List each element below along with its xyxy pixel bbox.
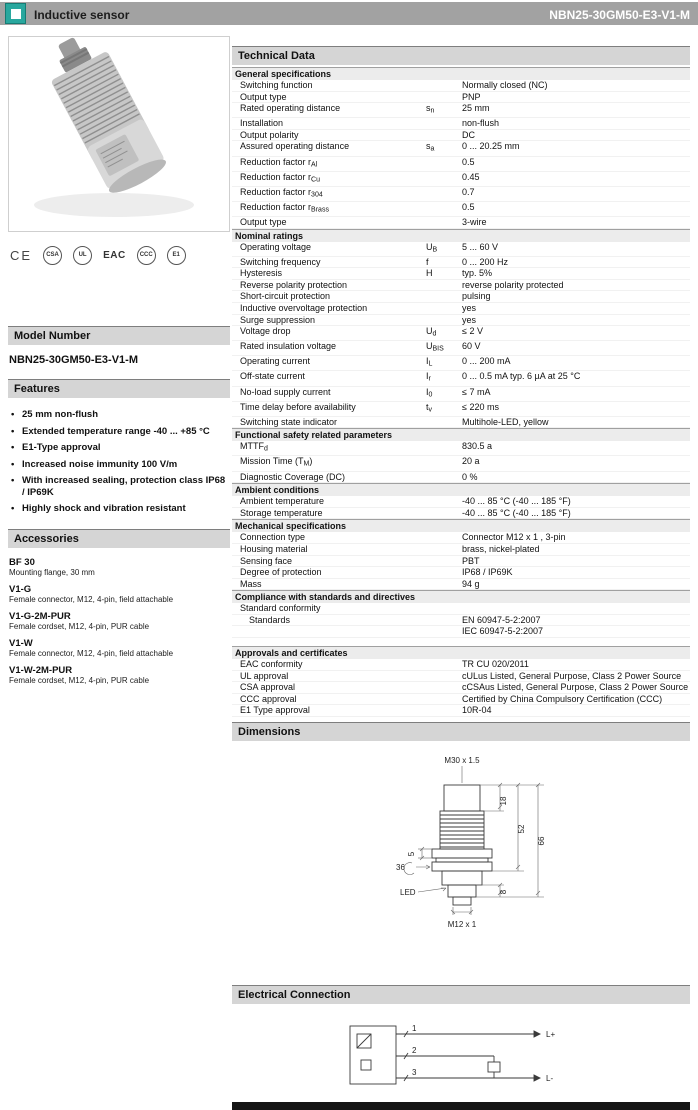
accessories-list xyxy=(8,557,230,686)
spec-row xyxy=(232,456,690,471)
spec-value: cCSAus Listed, General Purpose, Class 2 Power Source xyxy=(462,682,689,693)
accessory-item xyxy=(9,611,230,632)
spec-value: IP68 / IP69K xyxy=(462,567,513,578)
spec-value: brass, nickel-plated xyxy=(462,543,540,554)
spec-value: 0 ... 0.5 mA typ. 6 µA at 25 °C xyxy=(462,371,581,382)
spec-symbol xyxy=(426,202,462,216)
l-plus-label: L+ xyxy=(546,1030,556,1040)
spec-section-title: Compliance with standards and directives xyxy=(232,590,690,603)
spec-symbol xyxy=(426,441,462,455)
spec-value: cULus Listed, General Purpose, Class 2 Power Source xyxy=(462,670,682,681)
accessory-name: V1-G-2M-PUR xyxy=(9,610,71,622)
feature-item: • 25 mm non-flush xyxy=(9,409,230,421)
spec-value: 0 ... 200 mA xyxy=(462,356,511,367)
spec-label: Rated insulation voltage xyxy=(240,341,337,352)
e1-mark-icon: E1 xyxy=(167,246,186,265)
spec-value: Multihole-LED, yellow xyxy=(462,416,549,427)
spec-row xyxy=(232,157,690,172)
electrical-connection-diagram xyxy=(232,1004,690,1100)
dim-label-66: 66 xyxy=(537,836,546,846)
spec-symbol xyxy=(426,291,462,302)
spec-label: EAC conformity xyxy=(240,659,303,670)
spec-row xyxy=(232,130,690,142)
page-header-bar xyxy=(0,2,698,25)
spec-symbol xyxy=(426,508,462,519)
accessory-description: Female connector, M12, 4-pin, field attachable xyxy=(9,648,174,658)
spec-value: non-flush xyxy=(462,118,500,129)
spec-label xyxy=(240,626,426,637)
l-minus-label: L- xyxy=(546,1074,554,1084)
spec-value: 830.5 a xyxy=(462,441,493,452)
spec-symbol xyxy=(426,496,462,507)
dim-label-m12: M12 x 1 xyxy=(447,920,477,930)
left-column xyxy=(8,36,230,692)
spec-row xyxy=(232,172,690,187)
spec-row xyxy=(232,402,690,417)
spec-label: Switching frequency xyxy=(240,256,321,267)
spec-symbol xyxy=(426,280,462,291)
dim-label-led: LED xyxy=(400,888,416,898)
spec-label: Surge suppression xyxy=(240,314,316,325)
accessory-item xyxy=(9,665,230,686)
spec-label: Reduction factor $r_{Al}$ xyxy=(240,156,318,169)
spec-row xyxy=(232,92,690,104)
spec-label: Ambient temperature xyxy=(240,496,325,507)
spec-row xyxy=(232,80,690,92)
accessory-item xyxy=(9,584,230,605)
spec-row xyxy=(232,341,690,356)
feature-item: • Extended temperature range -40 ... +85 °C xyxy=(9,426,230,438)
spec-label: Assured operating distance xyxy=(240,141,350,152)
spec-label: Storage temperature xyxy=(240,507,323,518)
spec-label: $MTTF_d$ xyxy=(240,441,268,453)
spec-value: EN 60947-5-2:2007 xyxy=(462,614,541,625)
spec-row xyxy=(232,603,690,615)
spec-label: Off-state current xyxy=(240,371,305,382)
spec-value: PNP xyxy=(462,91,481,102)
spec-value: yes xyxy=(462,303,477,313)
spec-label: No-load supply current xyxy=(240,386,331,397)
spec-symbol: $t_v$ xyxy=(426,401,433,414)
spec-value: -40 ... 85 °C (-40 ... 185 °F) xyxy=(462,507,571,518)
spec-row xyxy=(232,217,690,229)
spec-value: 3-wire xyxy=(462,216,487,227)
spec-row xyxy=(232,187,690,202)
spec-value: Normally closed (NC) xyxy=(462,80,548,90)
spec-label: Installation xyxy=(240,118,284,129)
spec-value: 94 g xyxy=(462,578,480,589)
spec-symbol xyxy=(426,659,462,670)
spec-label: Reverse polarity protection xyxy=(240,279,348,290)
spec-symbol: $U_B$ xyxy=(426,241,438,254)
spec-symbol xyxy=(426,456,462,470)
spec-section-title: Mechanical specifications xyxy=(232,519,690,532)
spec-value: Certified by China Compulsory Certification (CCC) xyxy=(462,693,663,704)
features-list xyxy=(8,409,230,515)
accessories-heading: Accessories xyxy=(8,529,230,548)
spec-value: ≤ 2 V xyxy=(462,326,483,337)
technical-data-table xyxy=(232,67,690,717)
accessory-name: V1-G xyxy=(9,583,32,595)
spec-label: Standards xyxy=(249,614,291,625)
spec-symbol xyxy=(426,118,462,129)
dimensions-drawing xyxy=(232,741,690,985)
spec-row xyxy=(232,202,690,217)
spec-symbol xyxy=(426,544,462,555)
footer-rule xyxy=(232,1102,690,1110)
spec-symbol xyxy=(426,315,462,326)
spec-row xyxy=(232,626,690,638)
spec-value xyxy=(462,603,690,614)
spec-symbol: $U_d$ xyxy=(426,326,437,338)
spec-row xyxy=(232,141,690,156)
spec-label: Operating current xyxy=(240,356,311,367)
spec-label: Switching state indicator xyxy=(240,416,338,427)
spec-label: Voltage drop xyxy=(240,326,291,337)
spec-value: Connector M12 x 1 , 3-pin xyxy=(462,532,566,543)
spec-value: 0.5 xyxy=(462,156,475,167)
spec-row xyxy=(232,268,690,280)
spec-symbol xyxy=(426,157,462,171)
spec-symbol xyxy=(426,472,462,483)
spec-symbol xyxy=(426,92,462,103)
csa-mark-icon: CSA xyxy=(43,246,62,265)
spec-label: Connection type xyxy=(240,532,306,543)
spec-value: ≤ 7 mA xyxy=(462,386,491,397)
eac-mark-icon: EAC xyxy=(103,249,126,261)
spec-label: Degree of protection xyxy=(240,567,322,578)
spec-value: DC xyxy=(462,129,475,140)
pin1-label: 1 xyxy=(412,1024,417,1034)
spec-section-title: Approvals and certificates xyxy=(232,646,690,659)
spec-value: 0.7 xyxy=(462,186,475,197)
dim-label-m30: M30 x 1.5 xyxy=(444,756,480,766)
spec-row xyxy=(232,417,690,429)
dim-label-5: 5 xyxy=(407,851,416,857)
feature-item: • With increased sealing, protection class IP68 / IP69K xyxy=(9,475,230,498)
spec-row xyxy=(232,694,690,706)
spec-symbol: $U_{BIS}$ xyxy=(426,341,444,353)
spec-symbol xyxy=(426,603,462,614)
wrench-icon xyxy=(404,863,430,875)
spec-symbol xyxy=(426,567,462,578)
accessory-description: Female cordset, M12, 4-pin, PUR cable xyxy=(9,675,150,685)
spec-row xyxy=(232,326,690,341)
accessory-name: V1-W-2M-PUR xyxy=(9,664,73,676)
spec-symbol xyxy=(426,187,462,201)
spec-row xyxy=(232,441,690,456)
accessory-description: Female cordset, M12, 4-pin, PUR cable xyxy=(9,621,150,631)
spec-label: CSA approval xyxy=(240,682,296,693)
spec-label: Standard conformity xyxy=(240,603,321,614)
feature-item: • Increased noise immunity 100 V/m xyxy=(9,459,230,471)
product-model-header: NBN25-30GM50-E3-V1-M xyxy=(549,8,690,22)
spec-value: 0.5 xyxy=(462,201,475,212)
spec-value: IEC 60947-5-2:2007 xyxy=(462,626,544,637)
spec-label: Sensing face xyxy=(240,555,293,566)
accessory-item xyxy=(9,557,230,578)
spec-label: Switching function xyxy=(240,80,313,90)
spec-row xyxy=(232,579,690,591)
spec-value: pulsing xyxy=(462,291,491,302)
spec-value: 0 ... 200 Hz xyxy=(462,256,509,267)
spec-row xyxy=(232,356,690,371)
spec-label: E1 Type approval xyxy=(240,705,310,716)
spec-row xyxy=(232,257,690,269)
spec-value: reverse polarity protected xyxy=(462,279,564,290)
spec-value: -40 ... 85 °C (-40 ... 185 °F) xyxy=(462,496,571,507)
spec-symbol xyxy=(426,626,462,637)
spec-symbol xyxy=(426,556,462,567)
spec-value: ≤ 220 ms xyxy=(462,401,499,412)
page-title: Inductive sensor xyxy=(34,8,130,22)
spec-label: Output type xyxy=(240,91,287,102)
sensor-illustration xyxy=(9,37,229,231)
spec-label: Mission Time $(T_M)$ xyxy=(240,456,313,468)
feature-item: • E1-Type approval xyxy=(9,442,230,454)
spec-symbol: $I_r$ xyxy=(426,371,431,383)
dim-label-36: 36 xyxy=(396,863,405,873)
spec-label: Inductive overvoltage protection xyxy=(240,303,368,313)
spec-value: 5 ... 60 V xyxy=(462,241,499,252)
spec-row xyxy=(232,682,690,694)
features-heading: Features xyxy=(8,379,230,398)
spec-symbol xyxy=(426,682,462,693)
spec-label: Output polarity xyxy=(240,129,299,140)
accessory-description: Mounting flange, 30 mm xyxy=(9,567,95,577)
spec-section-title: Ambient conditions xyxy=(232,483,690,496)
dim-label-18: 18 xyxy=(499,796,508,806)
spec-symbol xyxy=(426,172,462,186)
dim-label-8: 8 xyxy=(499,889,508,895)
spec-symbol xyxy=(426,80,462,91)
spec-label: Operating voltage xyxy=(240,241,312,252)
spec-symbol: $I_L$ xyxy=(426,356,433,368)
spec-symbol: f xyxy=(426,256,429,267)
spec-label: Rated operating distance xyxy=(240,103,341,114)
spec-symbol: $s_n$ xyxy=(426,103,435,115)
electrical-connection-heading: Electrical Connection xyxy=(232,985,690,1004)
spec-value: 20 a xyxy=(462,456,480,467)
spec-symbol xyxy=(426,579,462,590)
model-number-value: NBN25-30GM50-E3-V1-M xyxy=(9,354,138,366)
spec-label: Reduction factor $r_{Brass}$ xyxy=(240,201,329,214)
spec-symbol xyxy=(426,615,462,626)
spec-symbol: H xyxy=(426,268,433,279)
spec-row xyxy=(232,472,690,484)
accessory-name: BF 30 xyxy=(9,556,35,568)
technical-data-heading: Technical Data xyxy=(232,46,690,65)
spec-row xyxy=(232,615,690,627)
spec-label: CCC approval xyxy=(240,693,297,704)
pin2-label: 2 xyxy=(412,1046,417,1056)
spec-row xyxy=(232,544,690,556)
accessory-item xyxy=(9,638,230,659)
spec-value: 0.45 xyxy=(462,171,480,182)
dimensions-heading: Dimensions xyxy=(232,722,690,741)
brand-logo-icon xyxy=(5,3,26,24)
spec-label: Output type xyxy=(240,216,287,227)
spec-label: Reduction factor $r_{Cu}$ xyxy=(240,171,320,184)
spec-symbol xyxy=(426,303,462,314)
spec-section-title: Functional safety related parameters xyxy=(232,428,690,441)
ccc-mark-icon: CCC xyxy=(137,246,156,265)
dim-label-52: 52 xyxy=(517,824,526,834)
spec-value: 10R-04 xyxy=(462,705,492,716)
product-photo xyxy=(8,36,230,232)
pin3-label: 3 xyxy=(412,1068,417,1078)
accessory-description: Female connector, M12, 4-pin, field attachable xyxy=(9,594,174,604)
spec-row xyxy=(232,315,690,327)
spec-row xyxy=(232,508,690,520)
cul-mark-icon: UL xyxy=(73,246,92,265)
spec-value: 25 mm xyxy=(462,103,490,114)
spec-label: Reduction factor $r_{304}$ xyxy=(240,186,323,199)
spec-row xyxy=(232,103,690,118)
spec-row xyxy=(232,242,690,257)
spec-label: Hysteresis xyxy=(240,268,283,279)
spec-row xyxy=(232,556,690,568)
right-column xyxy=(232,46,690,1110)
spec-row xyxy=(232,659,690,671)
spec-value: 60 V xyxy=(462,341,481,352)
spec-value: yes xyxy=(462,314,477,325)
spec-row xyxy=(232,291,690,303)
spec-row xyxy=(232,280,690,292)
certification-marks xyxy=(8,245,230,265)
spec-row xyxy=(232,303,690,315)
spec-row xyxy=(232,387,690,402)
spec-symbol xyxy=(426,532,462,543)
spec-section-title: General specifications xyxy=(232,67,690,80)
spec-symbol xyxy=(426,694,462,705)
spec-label: Short-circuit protection xyxy=(240,291,331,302)
spec-value: 0 ... 20.25 mm xyxy=(462,141,520,152)
spec-symbol xyxy=(426,417,462,428)
spec-value: PBT xyxy=(462,555,480,566)
spec-symbol: $s_a$ xyxy=(426,141,435,153)
spec-symbol xyxy=(426,705,462,716)
spec-value: TR CU 020/2011 xyxy=(462,659,529,670)
spec-label: Time delay before availability xyxy=(240,401,356,412)
spec-symbol xyxy=(426,217,462,228)
spec-label: UL approval xyxy=(240,670,289,681)
accessory-name: V1-W xyxy=(9,637,33,649)
spec-row xyxy=(232,118,690,130)
spec-symbol: $I_0$ xyxy=(426,386,433,399)
spec-row xyxy=(232,705,690,717)
spec-symbol xyxy=(426,130,462,141)
spec-label: Diagnostic Coverage (DC) xyxy=(240,471,346,482)
spec-row xyxy=(232,671,690,683)
spec-symbol xyxy=(426,671,462,682)
spec-row xyxy=(232,567,690,579)
model-number-heading: Model Number xyxy=(8,326,230,345)
spec-section-title: Nominal ratings xyxy=(232,229,690,242)
spec-row xyxy=(232,371,690,386)
spec-row xyxy=(232,532,690,544)
spec-label: Housing material xyxy=(240,543,308,554)
spec-value: 0 % xyxy=(462,471,478,482)
spec-label: Mass xyxy=(240,578,262,589)
spec-row xyxy=(232,496,690,508)
spec-value: typ. 5% xyxy=(462,268,493,279)
feature-item: • Highly shock and vibration resistant xyxy=(9,503,230,515)
ce-mark-icon: CE xyxy=(10,247,33,263)
